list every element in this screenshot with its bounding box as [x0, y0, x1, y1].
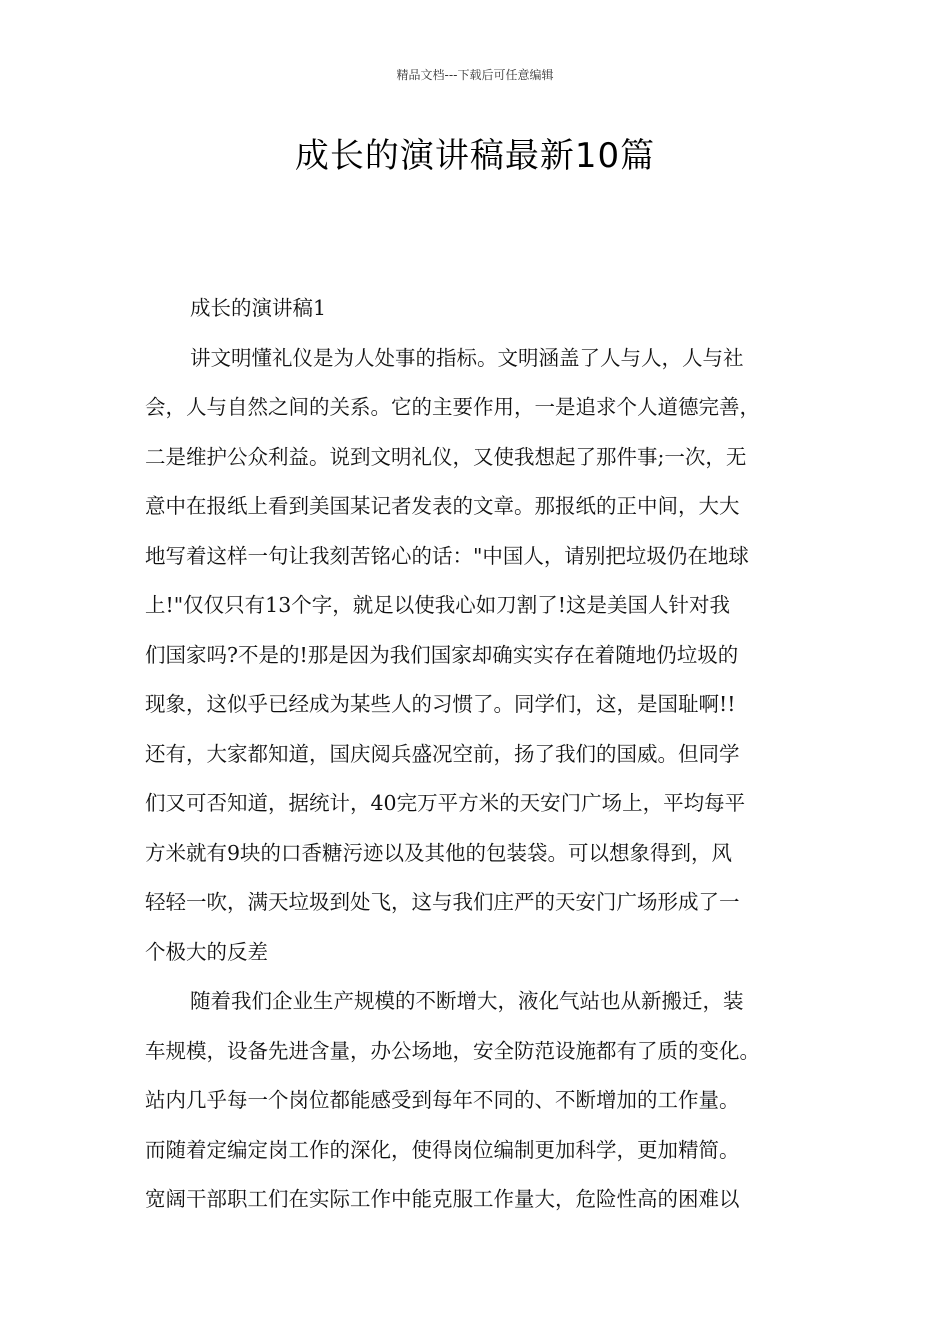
paragraph-line: 现象，这似乎已经成为某些人的习惯了。同学们，这，是国耻啊!!: [145, 692, 736, 716]
paragraph-line: 还有，大家都知道，国庆阅兵盛况空前，扬了我们的国威。但同学: [145, 741, 740, 766]
paragraph-line: 随着我们企业生产规模的不断增大，液化气站也从新搬迁，装: [190, 989, 744, 1013]
header-note: 精品文档---下载后可任意编辑: [396, 68, 554, 82]
paragraph-line: 个极大的反差: [145, 939, 268, 964]
document-title: 成长的演讲稿最新10篇: [294, 136, 656, 176]
paragraph-line: 地写着这样一句让我刻苦铭心的话："中国人，请别把垃圾仍在地球: [145, 543, 749, 568]
paragraph-line: 讲文明懂礼仪是为人处事的指标。文明涵盖了人与人，人与社: [190, 345, 744, 370]
document-body: [145, 284, 809, 1225]
paragraph-line: 意中在报纸上看到美国某记者发表的文章。那报纸的正中间，大大: [145, 494, 740, 518]
paragraph-line: 轻轻一吹，满天垃圾到处飞，这与我们庄严的天安门广场形成了一: [145, 890, 740, 914]
paragraph-line: 方米就有9块的口香糖污迹以及其他的包装袋。可以想象得到，风: [145, 840, 733, 865]
paragraph-line: 会，人与自然之间的关系。它的主要作用，一是追求个人道德完善，: [145, 395, 760, 419]
paragraph-line: 站内几乎每一个岗位都能感受到每年不同的、不断增加的工作量。: [145, 1088, 740, 1112]
paragraph-line: 车规模，设备先进含量，办公场地，安全防范设施都有了质的变化。: [145, 1038, 760, 1063]
paragraph-line: 二是维护公众利益。说到文明礼仪，又使我想起了那件事;一次，无: [145, 444, 747, 469]
paragraph-line: 宽阔干部职工们在实际工作中能克服工作量大，危险性高的困难以: [145, 1187, 740, 1211]
paragraph-line: 们国家吗?不是的!那是因为我们国家却确实实存在着随地仍垃圾的: [145, 642, 739, 667]
paragraph-line: 上!"仅仅只有13个字，就足以使我心如刀割了!这是美国人针对我: [145, 593, 730, 617]
section-heading: 成长的演讲稿1: [190, 296, 327, 320]
paragraph-line: 们又可否知道，据统计，40完万平方米的天安门广场上，平均每平: [145, 791, 746, 815]
paragraph-line: 而随着定编定岗工作的深化，使得岗位编制更加科学，更加精简。: [145, 1137, 740, 1162]
